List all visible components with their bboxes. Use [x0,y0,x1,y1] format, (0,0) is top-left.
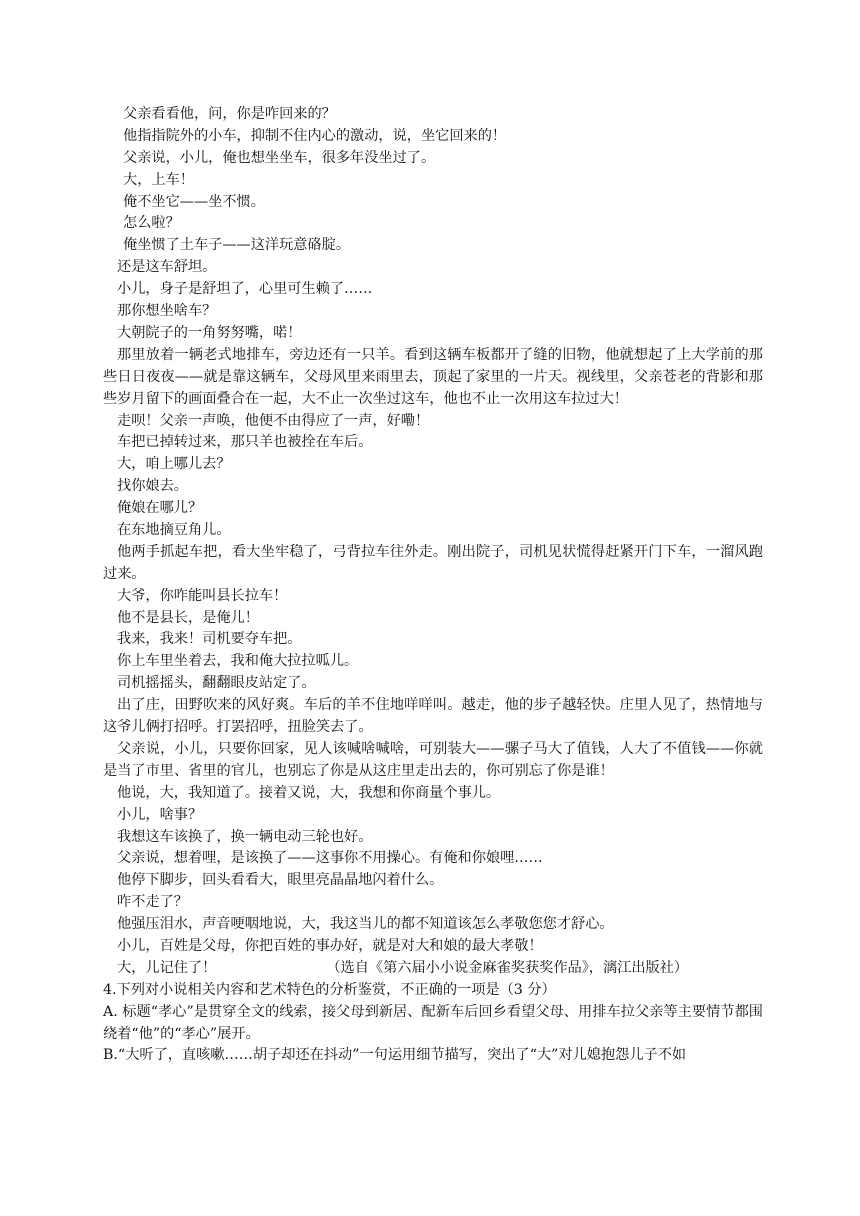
last-line-text: 大，儿记住了！ [117,959,217,976]
text-line: 大，上车！ [123,171,194,188]
text-line: 俺不坐它——坐不惯。 [123,193,265,210]
text-line: 大朝院子的一角努努嘴，喏！ [117,324,302,341]
paragraph: 父亲说，小儿，只要你回家，见人该喊啥喊啥，可别装大——骡子马大了值钱，人大了不值钱——你就是当了市里、省里的官儿，也别忘了你是从这庄里走出去的，你可别忘了你是谁！ [103,740,763,779]
text-line: 车把已掉转过来，那只羊也被拴在车后。 [117,434,373,451]
text-line: 俺娘在哪儿？ [117,500,203,517]
text-line: 司机摇摇头，翻翻眼皮站定了。 [117,675,316,692]
story-text [103,104,763,1067]
paragraph: 他两手抓起车把，看大坐牢稳了，弓背拉车往外走。刚出院子，司机见状慌得赶紧开门下车，一溜风跑过来。 [103,543,763,582]
source-citation: （选自《第六届小小说金麻雀奖获奖作品》，漓江出版社） [326,959,689,976]
text-line: 父亲说，小儿，俺也想坐坐车，很多年没坐过了。 [123,149,436,166]
paragraph: 那里放着一辆老式地排车，旁边还有一只羊。看到这辆车板都开了缝的旧物，他就想起了上大学前的那些日日夜夜——就是靠这辆车，父母风里来雨里去，顶起了家里的一片天。视线里，父亲苍老的背影和那些岁月留下的画面叠合在一起，大不止一次坐过这车，他也不止一次用这车拉过大！ [103,346,763,407]
option-b: B.“大听了，直咳嗽……胡子却还在抖动”一句运用细节描写，突出了“大”对儿媳抱怨儿子不如 [103,1047,687,1064]
text-line: 大，咱上哪儿去？ [117,456,231,473]
option-a: A. 标题“孝心”是贯穿全文的线索，接父母到新居、配新车后回乡看望父母、用排车拉父亲等主要情节都围绕着“他”的“孝心”展开。 [103,1003,763,1042]
text-line: 小儿，啥事？ [117,806,203,823]
text-line: 他停下脚步，回头看看大，眼里亮晶晶地闪着什么。 [117,872,444,889]
text-line: 他不是县长，是俺儿！ [117,609,259,626]
text-line: 我想这车该换了，换一辆电动三轮也好。 [117,828,373,845]
text-line: 他指指院外的小车，抑制不住内心的激动，说，坐它回来的！ [123,127,507,144]
text-line: 还是这车舒坦。 [117,259,217,276]
text-line: 那你想坐啥车？ [117,303,217,320]
last-line [103,958,763,980]
text-line: 父亲说，想着哩，是该换了——这事你不用操心。有俺和你娘哩…… [117,850,543,867]
text-line: 他强压泪水，声音哽咽地说，大，我这当儿的都不知道该怎么孝敬您您才舒心。 [117,916,614,933]
text-line: 怎么啦？ [123,215,180,232]
text-line: 小儿，百姓是父母，你把百姓的事办好，就是对大和娘的最大孝敬！ [117,937,543,954]
text-line: 我来，我来！司机要夺车把。 [117,631,302,648]
text-line: 小儿，身子是舒坦了，心里可生赖了…… [117,281,373,298]
text-line: 找你娘去。 [117,478,188,495]
text-line: 咋不走了？ [117,894,188,911]
text-line: 在东地摘豆角儿。 [117,521,231,538]
paragraph: 出了庄，田野吹来的风好爽。车后的羊不住地咩咩叫。越走，他的步子越轻快。庄里人见了，热情地与这爷儿俩打招呼。打罢招呼，扭脸笑去了。 [103,697,763,736]
text-line: 走呗！父亲一声唤，他便不由得应了一声，好嘞！ [117,412,430,429]
question-stem: 4.下列对小说相关内容和艺术特色的分析鉴赏，不正确的一项是（3 分） [103,981,556,998]
text-line: 他说，大，我知道了。接着又说，大，我想和你商量个事儿。 [117,784,501,801]
text-line: 大爷，你咋能叫县长拉车！ [117,587,288,604]
text-line: 父亲看看他，问，你是咋回来的？ [123,106,336,122]
text-line: 你上车里坐着去，我和俺大拉拉呱儿。 [117,653,359,670]
text-line: 俺坐惯了土车子——这洋玩意硌腚。 [123,237,351,254]
